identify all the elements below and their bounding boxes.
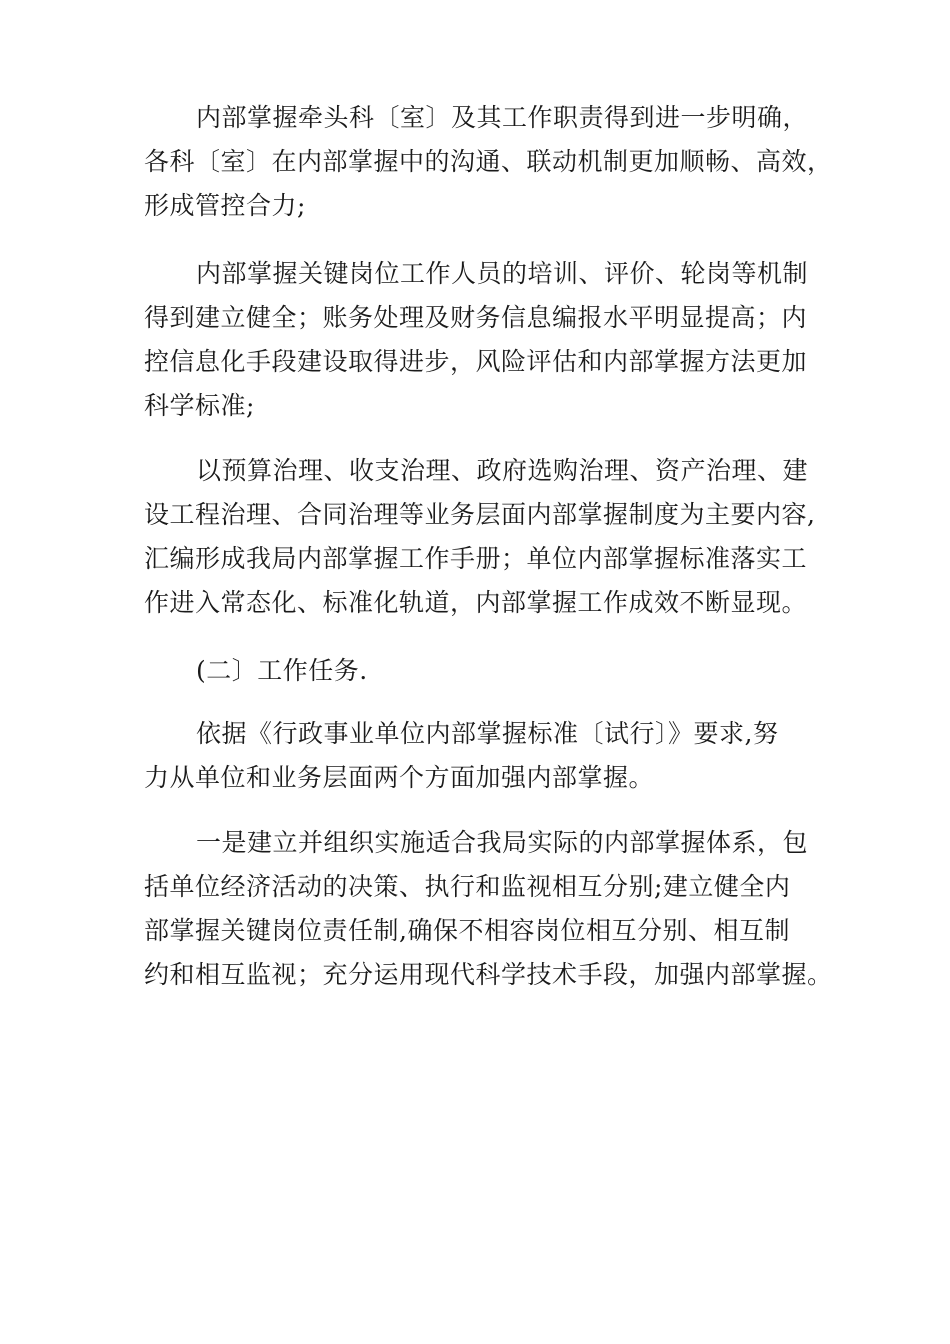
paragraph-line: 内部掌握关键岗位工作人员的培训、评价、轮岗等机制 — [196, 259, 809, 288]
paragraph-line: 得到建立健全；账务处理及财务信息编报水平明显提高；内 — [144, 303, 808, 332]
paragraph-line: 作进入常态化、标准化轨道，内部掌握工作成效不断显现。 — [144, 588, 808, 617]
paragraph-line: 各科〔室〕在内部掌握中的沟通、联动机制更加顺畅、高效， — [144, 147, 833, 176]
paragraph-line: 以预算治理、收支治理、政府选购治理、资产治理、建 — [196, 456, 809, 485]
paragraph-line: 依据《行政事业单位内部掌握标准〔试行〕》要求,努 — [196, 719, 779, 748]
paragraph-line: 括单位经济活动的决策、执行和监视相互分别;建立健全内 — [144, 872, 791, 901]
paragraph-line: 部掌握关键岗位责任制,确保不相容岗位相互分别、相互制 — [144, 916, 790, 945]
paragraph-line: 科学标准; — [144, 391, 255, 420]
paragraph-line: 设工程治理、合同治理等业务层面内部掌握制度为主要内容, — [144, 500, 816, 529]
paragraph-line: 一是建立并组织实施适合我局实际的内部掌握体系，包 — [196, 828, 809, 857]
section-heading-text: (二〕工作任务. — [196, 656, 368, 685]
paragraph-line: 内部掌握牵头科〔室〕及其工作职责得到进一步明确， — [196, 103, 809, 132]
paragraph-line: 约和相互监视；充分运用现代科学技术手段，加强内部掌握。 — [144, 960, 833, 989]
paragraph-line: 汇编形成我局内部掌握工作手册；单位内部掌握标准落实工 — [144, 544, 808, 573]
paragraph-line: 控信息化手段建设取得进步，风险评估和内部掌握方法更加 — [144, 347, 808, 376]
paragraph-line: 力从单位和业务层面两个方面加强内部掌握。 — [144, 763, 655, 792]
paragraph-line: 形成管控合力; — [144, 191, 306, 220]
